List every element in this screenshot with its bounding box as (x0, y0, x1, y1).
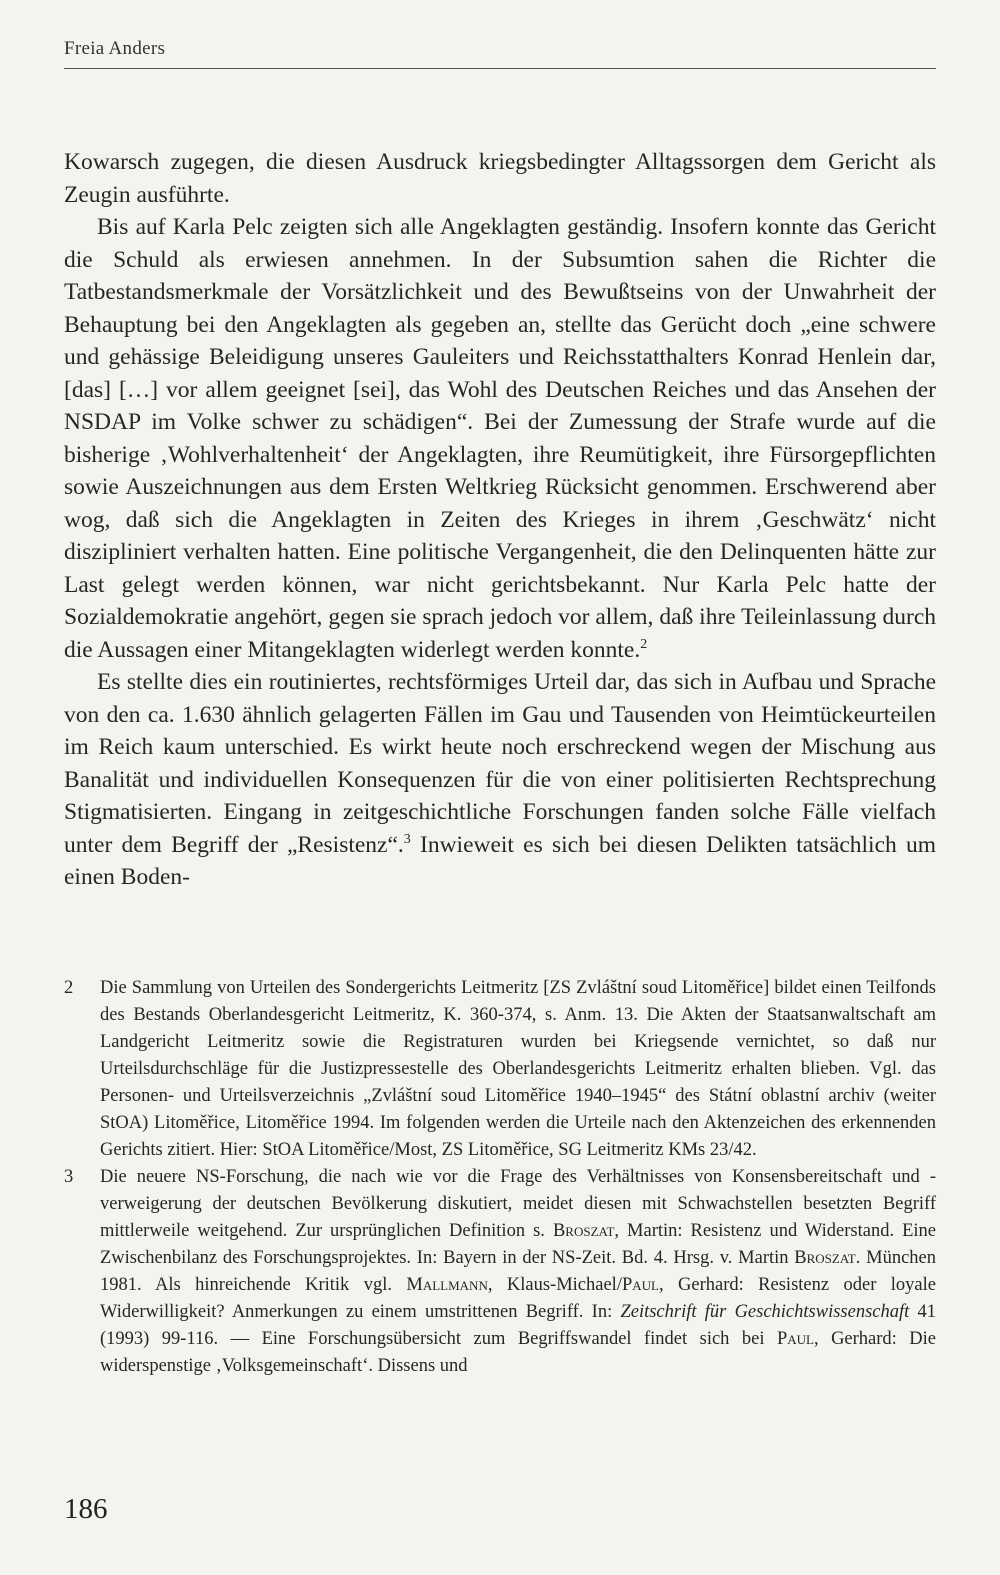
fn3-author-broszat-1: Broszat (552, 1221, 615, 1241)
footnote-2-number: 2 (64, 978, 74, 998)
paragraph-3 (64, 666, 936, 894)
footnote-3 (64, 1164, 936, 1380)
footnote-ref-3: 3 (403, 831, 411, 847)
fn3-author-paul-2: Paul (776, 1329, 814, 1349)
fn3-text-6: 41 (1993) 99-116. — Eine Forschungsübersicht zum Begriffswandel findet sich bei (100, 1302, 937, 1349)
fn3-text-5: , Gerhard: Resistenz oder loyale Widerwilligkeit? Anmerkungen zu einem umstrittenen Begriff. In: (100, 1275, 936, 1322)
fn3-author-paul-1: Paul (621, 1275, 659, 1295)
paragraph-3-text-a: Es stellte dies ein routiniertes, rechtsförmiges Urteil dar, das sich in Aufbau und Sprache von den ca. 1.630 ähnlich gelagerten Fällen im Gau und Tausenden von Heimtückeurteilen im Reich kaum unterschied. Es wirkt heute noch erschreckend wegen der Mischung aus Banalität und individuellen Konsequenzen für die von einer politisierten Rechtsprechung Stigmatisierten. Eingang in zeitgeschichtliche Forschungen fanden solche Fälle vielfach unter dem Begriff der „Resistenz“. (64, 669, 936, 858)
footnote-3-number: 3 (64, 1167, 74, 1187)
paragraph-1: Kowarsch zugegen, die diesen Ausdruck kriegsbedingter Alltagssorgen dem Gericht als Zeugin ausführte. (64, 149, 936, 208)
page-number: 186 (64, 1493, 108, 1525)
footnote-2 (64, 975, 936, 1164)
fn3-author-broszat-2: Broszat (794, 1248, 856, 1268)
paragraph-3-text-b: Inwieweit es sich bei diesen Delikten tatsächlich um einen Boden- (64, 831, 936, 890)
fn3-text-4: , Klaus-Michael/ (487, 1275, 622, 1295)
header-rule (64, 68, 936, 69)
fn3-text-3: . München 1981. Als hinreichende Kritik vgl. (100, 1248, 937, 1295)
footnote-ref-2: 2 (640, 636, 648, 652)
footnote-3-text (100, 1164, 936, 1380)
body-text (64, 146, 936, 894)
fn3-text-1: Die neuere NS-Forschung, die nach wie vor die Frage des Verhältnisses von Konsensbereitschaft und -verweigerung der deutschen Bevölkerung diskutiert, meidet diesen mit Schwachstellen besetzten Begriff mittlerweile weitgehend. Zur ursprünglichen Definition s. (100, 1167, 936, 1241)
fn3-journal-title: Zeitschrift für Geschichtswissenschaft (620, 1302, 910, 1322)
fn3-text-2: , Martin: Resistenz und Widerstand. Eine Zwischenbilanz des Forschungsprojektes. In: Bayern in der NS-Zeit. Bd. 4. Hrsg. v. Martin (100, 1221, 936, 1268)
footnotes (64, 975, 936, 1380)
fn3-author-mallmann: Mallmann (406, 1275, 488, 1295)
paragraph-2 (64, 211, 936, 666)
footnote-2-text: Die Sammlung von Urteilen des Sondergerichts Leitmeritz [ZS Zvláštní soud Litoměřice] bildet einen Teilfonds des Bestands Oberlandesgericht Leitmeritz, K. 360-374, s. Anm. 13. Die Akten der Staatsanwaltschaft am Landgericht Leitmeritz sowie die Registraturen wurden bei Kriegsende vernichtet, so daß nur Urteilsdurchschläge für die Justizpressestelle des Oberlandesgerichts Leitmeritz erhalten blieben. Vgl. das Personen- und Urteilsverzeichnis „Zvláštní soud Litoměřice 1940–1945“ des Státní oblastní archiv (weiter StOA) Litoměřice, Litoměřice 1994. Im folgenden werden die Urteile nach den Aktenzeichen des erkennenden Gerichts zitiert. Hier: StOA Litoměřice/Most, ZS Litoměřice, SG Leitmeritz KMs 23/42. (100, 978, 936, 1160)
fn3-text-7: , Gerhard: Die widerspenstige ‚Volksgemeinschaft‘. Dissens und (100, 1329, 936, 1376)
paragraph-2-text: Bis auf Karla Pelc zeigten sich alle Angeklagten geständig. Insofern konnte das Gericht die Schuld als erwiesen annehmen. In der Subsumtion sahen die Richter die Tatbestandsmerkmale der Vorsätzlichkeit und des Bewußtseins von der Unwahrheit der Behauptung bei den Angeklagten als gegeben an, stellte das Gerücht doch „eine schwere und gehässige Beleidigung unseres Gauleiters und Reichsstatthalters Konrad Henlein dar, [das] […] vor allem geeignet [sei], das Wohl des Deutschen Reiches und das Ansehen der NSDAP im Volke schwer zu schädigen“. Bei der Zumessung der Strafe wurde auf die bisherige ‚Wohlverhaltenheit‘ der Angeklagten, ihre Reumütigkeit, ihre Fürsorgepflichten sowie Auszeichnungen aus dem Ersten Weltkrieg Rücksicht genommen. Erschwerend aber wog, daß sich die Angeklagten in Zeiten des Krieges in ihrem ‚Geschwätz‘ nicht diszipliniert verhalten hatten. Eine politische Vergangenheit, die den Delinquenten hätte zur Last gelegt werden können, war nicht gerichtsbekannt. Nur Karla Pelc hatte der Sozialdemokratie angehört, gegen sie sprach jedoch vor allem, daß ihre Teileinlassung durch die Aussagen einer Mitangeklagten widerlegt werden konnte. (64, 214, 936, 663)
running-head: Freia Anders (64, 38, 166, 59)
